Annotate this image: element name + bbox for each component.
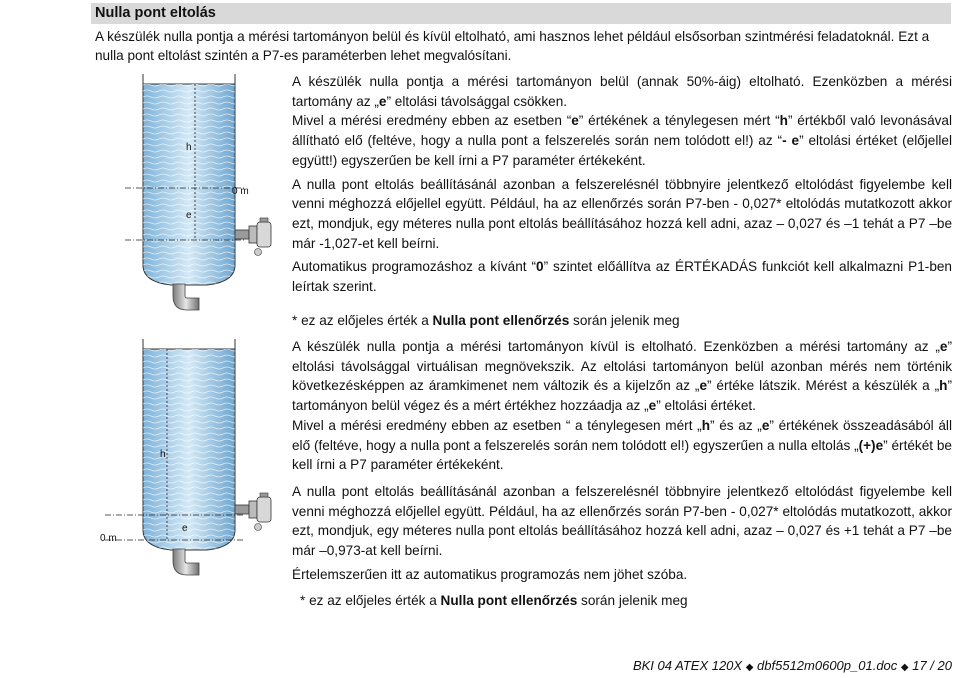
section-title-bar xyxy=(91,3,951,24)
paragraph: A készülék nulla pontja a mérési tartományon belül (annak 50%-áig) eltolható. Ezenközben a mérési tartomány az „e” eltolási távolsággal csökken. xyxy=(292,74,952,109)
footer-page: 17 / 20 xyxy=(912,658,952,673)
section-inside-range xyxy=(292,72,952,330)
paragraph: A készülék nulla pontja a mérési tartományon kívül is eltolható. Ezenközben a mérési tartomány az „e” eltolási távolsággal virtuálisan megnövekszik. Az eltolási tartományon belül azonban mérés nem történik következésképpen az áramkimenet nem változik és a kijelzőn az „e” értéke látszik. Mérést a készülék a „h” tartományon belül végez és a mért értékhez hozzáadja az „e” eltolási értéket. xyxy=(292,339,952,414)
level-transmitter xyxy=(235,493,271,531)
tank-body xyxy=(143,74,235,285)
footer-doc: dbf5512m0600p_01.doc xyxy=(757,658,898,673)
outlet-pipe xyxy=(173,549,199,575)
intro-paragraph: A készülék nulla pontja a mérési tartományon belül és kívül eltolható, ami hasznos lehet például elsősorban szintmérési feladatoknál. Ezt a nulla pont eltolást szintén a P7-es paraméterben lehet megvalósítani. xyxy=(95,29,930,63)
diamond-icon: ◆ xyxy=(900,662,909,673)
outlet-pipe xyxy=(173,284,199,310)
section-outside-range xyxy=(292,337,952,611)
paragraph: Mivel a mérési eredmény ebben az esetben “ a ténylegesen mért „h” és az „e” értékének összeadásából áll elő (feltéve, hogy a nulla pont a felszerelés során nem tolódott el!) egyszerűen a nulla eltolás „(+)e” értékét be kell írni a P7 paraméter értékeként. xyxy=(292,417,952,473)
level-transmitter xyxy=(235,218,271,256)
label-zero: 0 m xyxy=(100,533,117,544)
label-e: e xyxy=(182,523,188,534)
footnote: * ez az előjeles érték a Nulla pont ellenőrzés során jelenik meg xyxy=(292,312,680,328)
footer-product: BKI 04 ATEX 120X xyxy=(632,658,743,673)
paragraph: Automatikus programozáshoz a kívánt “0” szintet előállítva az ÉRTÉKADÁS funkciót kell alkalmazni P1-ben leírtak szerint. xyxy=(292,259,952,295)
page-footer xyxy=(633,658,952,673)
paragraph: A nulla pont eltolás beállításánál azonban a felszerelésnél többnyire jelentkező eltolódást figyelembe kell venni méghozzá előjellel együtt. Például, ha az ellenőrzés során P7-ben - 0,027* eltolódás mutatkozott, akkor ezt, mondjuk, egy méteres nulla pont eltolás beállításához hozzá kell adni, azaz – 0,027 és +1 tehát a P7 –be már –0,973-at kell beírni. xyxy=(292,483,952,559)
paragraph: A nulla pont eltolás beállításánál azonban a felszerelésnél többnyire jelentkező eltolódást figyelembe kell venni méghozzá előjellel együtt. Például, ha az ellenőrzés során P7-ben - 0,027* eltolódás mutatkozott akkor ezt, mondjuk, egy méteres nulla pont eltolás beállításához hozzá kell adni, azaz – 0,027 és –1 tehát a P7 –be már -1,027-et kell beírni. xyxy=(292,176,952,251)
label-e: e xyxy=(186,210,192,221)
label-h: h xyxy=(186,142,192,153)
paragraph: Mivel a mérési eredmény ebben az esetben “e” értékének a ténylegesen mért “h” értékből való levonásával állítható elő (feltéve, hogy a nulla pont a felszerelés során nem tolódott el!) az “- e” eltolási értéket (előjellel együtt!) egyszerűen be kell írni a P7 paraméter értékeként. xyxy=(292,113,953,168)
label-h: h xyxy=(160,449,166,460)
tank-figure-top xyxy=(95,70,285,320)
paragraph: Értelemszerűen itt az automatikus programozás nem jöhet szóba. xyxy=(292,566,688,582)
section-title: Nulla pont eltolás xyxy=(95,5,216,21)
footnote: * ez az előjeles érték a Nulla pont ellenőrzés során jelenik meg xyxy=(300,593,688,609)
tank-body xyxy=(143,339,235,550)
diamond-icon: ◆ xyxy=(745,662,754,673)
tank-figure-bottom xyxy=(95,335,285,585)
label-zero: 0 m xyxy=(232,186,249,197)
